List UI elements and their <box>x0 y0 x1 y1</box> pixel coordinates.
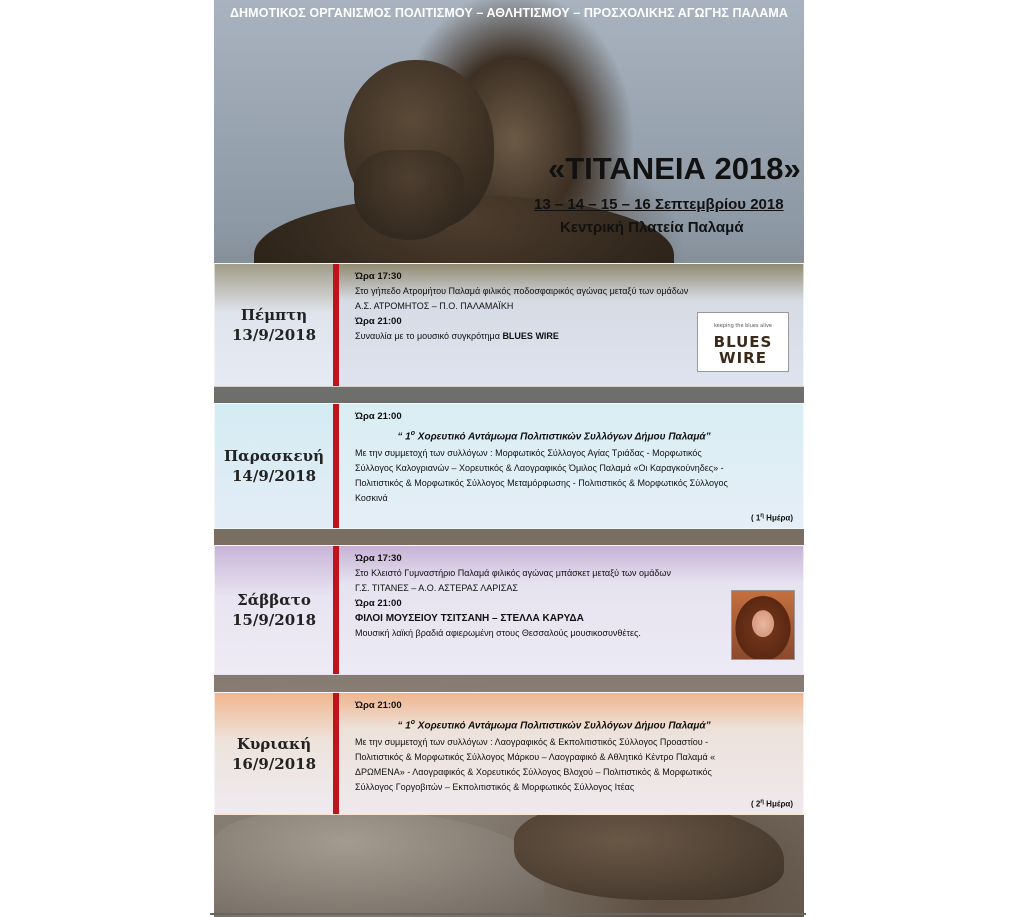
event-title-sup: ο <box>410 430 416 437</box>
bottom-border <box>210 913 806 915</box>
event-text: ΔΡΩΜΕΝΑ» - Λαογραφικός & Χορευτικός Σύλλογος Βλοχού – Πολιτιστικός & Μορφωτικός <box>355 767 712 778</box>
event-title-post: Χορευτικό Αντάμωμα Πολιτιστικών Συλλόγων Δήμου Παλαμά” <box>415 720 711 732</box>
day-name: Πέμπτη <box>240 306 308 324</box>
day-label <box>215 693 333 814</box>
event-title-sup: ο <box>410 719 416 726</box>
event-title-pre: “ 1 <box>397 431 411 443</box>
day-name: Κυριακή <box>236 734 312 753</box>
event-title <box>355 715 793 733</box>
day-events <box>339 264 803 386</box>
event-text: Σύλλογος Γοργοβιτών – Εκπολιτιστικός & Μορφωτικός Σύλλογος Ιτέας <box>355 782 635 793</box>
band-tagline: keeping the blues alive <box>713 322 773 329</box>
event-title <box>355 426 793 444</box>
day-block-sunday <box>214 692 804 815</box>
event-time: Ώρα 21:00 <box>355 700 402 711</box>
festival-title: «ΤΙΤΑΝΕΙΑ 2018» <box>548 151 801 186</box>
blues-wire-image <box>697 312 789 372</box>
day-block-thursday <box>214 263 804 387</box>
day-events <box>339 404 803 528</box>
event-text: Πολιτιστικός & Μορφωτικός Σύλλογος Μάρκου – Λαογραφικό & Αθλητικό Κέντρο Παλαμά « <box>355 752 716 763</box>
organization-header: ΔΗΜΟΤΙΚΟΣ ΟΡΓΑΝΙΣΜΟΣ ΠΟΛΙΤΙΣΜΟΥ – ΑΘΛΗΤΙΣΜΟΥ – ΠΡΟΣΧΟΛΙΚΗΣ ΑΓΩΓΗΣ ΠΑΛΑΜΑ <box>229 6 789 20</box>
band-logo-line2: WIRE <box>719 348 767 367</box>
day-date: 15/9/2018 <box>231 611 317 629</box>
day-label <box>215 546 333 674</box>
singer-photo <box>731 590 795 660</box>
event-text: Μουσική λαϊκή βραδιά αφιερωμένη στους Θεσσαλούς μουσικοσυνθέτες. <box>355 628 641 638</box>
event-time: Ώρα 21:00 <box>355 316 402 327</box>
note-pre: ( 1 <box>750 514 761 523</box>
note-post: Ημέρα) <box>763 514 793 523</box>
event-time: Ώρα 17:30 <box>355 553 402 564</box>
note-post: Ημέρα) <box>763 800 793 809</box>
statue-rock <box>214 810 544 917</box>
event-text: Με την συμμετοχή των συλλόγων : Λαογραφικός & Εκπολιτιστικός Σύλλογος Προαστίου - <box>355 737 709 748</box>
event-time: Ώρα 21:00 <box>355 598 402 609</box>
festival-dates: 13 – 14 – 15 – 16 Σεπτεμβρίου 2018 <box>534 196 784 213</box>
day-number-note <box>751 509 793 526</box>
note-sup: η <box>760 513 764 520</box>
event-text: Κοσκινά <box>355 493 388 504</box>
statue-beard <box>354 150 464 240</box>
event-text: Σύλλογος Καλογριανών – Χορευτικός & Λαογραφικός Όμιλος Παλαμά «Οι Καραγκούνηδες» - <box>355 463 724 474</box>
day-events <box>339 546 803 674</box>
event-text: Με την συμμετοχή των συλλόγων : Μορφωτικός Σύλλογος Αγίας Τριάδας - Μορφωτικός <box>355 448 702 459</box>
event-time: Ώρα 21:00 <box>355 411 402 422</box>
day-block-friday <box>214 403 804 529</box>
event-title-pre: “ 1 <box>397 720 411 732</box>
event-time: Ώρα 17:30 <box>355 271 402 282</box>
day-date: 14/9/2018 <box>231 467 317 485</box>
day-number-note <box>751 795 793 812</box>
note-pre: ( 2 <box>750 800 761 809</box>
day-name: Παρασκευή <box>224 447 324 465</box>
festival-venue: Κεντρική Πλατεία Παλαμά <box>560 219 744 236</box>
event-text: Στο Κλειστό Γυμναστήριο Παλαμά φιλικός αγώνας μπάσκετ μεταξύ των ομάδων <box>355 568 671 578</box>
band-name-text: BLUES WIRE <box>502 331 559 341</box>
day-date: 13/9/2018 <box>231 326 317 344</box>
note-sup: η <box>760 799 764 806</box>
event-text-part: Συναυλία με το μουσικό συγκρότημα <box>355 331 503 341</box>
day-events <box>339 693 803 814</box>
band-logo-line1: BLUES <box>713 332 773 351</box>
event-teams: Α.Σ. ΑΤΡΟΜΗΤΟΣ – Π.Ο. ΠΑΛΑΜΑΪΚΗ <box>355 301 514 311</box>
event-teams: Γ.Σ. ΤΙΤΑΝΕΣ – Α.Ο. ΑΣΤΕΡΑΣ ΛΑΡΙΣΑΣ <box>355 583 518 593</box>
day-block-saturday <box>214 545 804 675</box>
event-title-post: Χορευτικό Αντάμωμα Πολιτιστικών Συλλόγων Δήμου Παλαμά” <box>415 431 711 443</box>
day-label <box>215 264 333 386</box>
event-text: Στο γήπεδο Ατρομήτου Παλαμά φιλικός ποδοσφαιρικός αγώνας μεταξύ των ομάδων <box>355 286 689 296</box>
statue-foot <box>514 800 784 900</box>
event-poster <box>214 0 804 917</box>
event-text: Πολιτιστικός & Μορφωτικός Σύλλογος Μεταμόρφωσης - Πολιτιστικός & Μορφωτικός Σύλλογος <box>355 478 728 489</box>
event-performers: ΦΙΛΟΙ ΜΟΥΣΕΙΟΥ ΤΣΙΤΣΑΝΗ – ΣΤΕΛΛΑ ΚΑΡΥΔΑ <box>355 613 584 624</box>
day-name: Σάββατο <box>237 591 311 609</box>
day-date: 16/9/2018 <box>231 754 317 773</box>
day-label <box>215 404 333 528</box>
